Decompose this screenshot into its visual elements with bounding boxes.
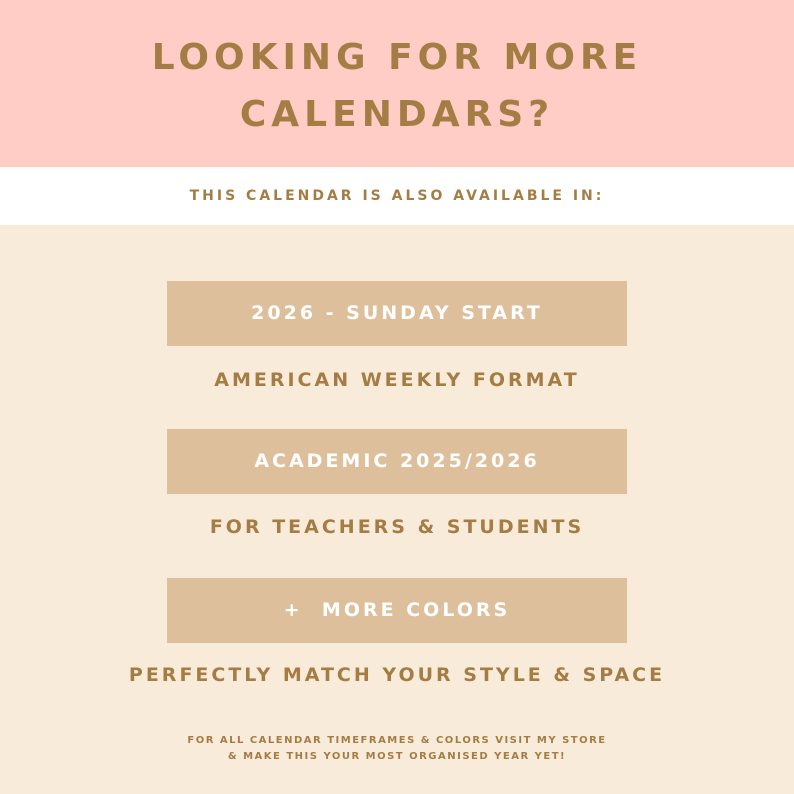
subheader-text: THIS CALENDAR IS ALSO AVAILABLE IN: [189,188,605,204]
page-title-line-1: LOOKING FOR MORE [151,37,643,78]
subheader-bar [0,167,794,225]
more-colors-caption: PERFECTLY MATCH YOUR STYLE & SPACE [128,664,666,686]
sunday-start-button[interactable] [167,281,627,346]
page-title-line-2: CALENDARS? [239,94,555,135]
academic-button[interactable] [167,429,627,494]
footer-line-2: & MAKE THIS YOUR MOST ORGANISED YEAR YET! [227,751,567,762]
academic-button-label: ACADEMIC 2025/2026 [254,450,540,472]
more-colors-button-label: + MORE COLORS [283,599,511,621]
header-banner [0,0,794,167]
more-colors-button[interactable] [167,578,627,643]
sunday-start-button-label: 2026 - SUNDAY START [251,302,543,324]
footer-line-1: FOR ALL CALENDAR TIMEFRAMES & COLORS VISIT MY STORE [187,735,607,746]
sunday-start-caption: AMERICAN WEEKLY FORMAT [214,369,580,391]
academic-caption: FOR TEACHERS & STUDENTS [209,516,585,538]
